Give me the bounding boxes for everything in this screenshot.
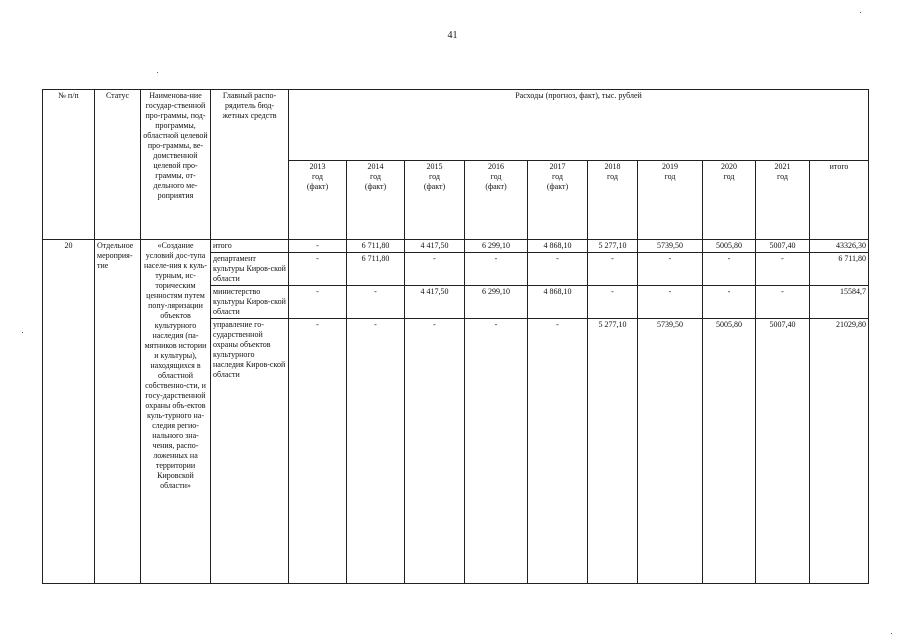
header-year: 2021 год bbox=[756, 161, 810, 240]
header-year: 2020 год bbox=[703, 161, 756, 240]
cell-value: - bbox=[465, 253, 528, 286]
cell-value: - bbox=[289, 319, 347, 584]
cell-value: 4 868,10 bbox=[528, 286, 588, 319]
cell-total: 43326,30 bbox=[810, 240, 869, 253]
row-manager: министерство культуры Киров-ской области bbox=[211, 286, 289, 319]
header-year: 2017 год (факт) bbox=[528, 161, 588, 240]
cell-value: 5739,50 bbox=[638, 240, 703, 253]
cell-value: 4 868,10 bbox=[528, 240, 588, 253]
cell-value: - bbox=[638, 253, 703, 286]
cell-value: - bbox=[588, 253, 638, 286]
cell-value: - bbox=[405, 319, 465, 584]
cell-value: - bbox=[289, 253, 347, 286]
cell-value: 4 417,50 bbox=[405, 240, 465, 253]
header-manager: Главный распо-рядитель бюд-жетных средств bbox=[211, 90, 289, 240]
header-year: 2013 год (факт) bbox=[289, 161, 347, 240]
cell-value: - bbox=[347, 286, 405, 319]
row-manager: итого bbox=[211, 240, 289, 253]
header-name: Наименова-ние государ-ственной про-граммы, под-программы, областной целевой про-граммы, ве-домственной целевой про-граммы, от-дельного ме-роприятия bbox=[141, 90, 211, 240]
cell-value: 6 299,10 bbox=[465, 240, 528, 253]
header-total: итого bbox=[810, 161, 869, 240]
cell-value: 6 711,80 bbox=[347, 240, 405, 253]
record-name: «Создание условий дос-тупа населе-ния к куль-турным, ис-торическим ценностям путем попу-ляризации объектов культурного наследия (па-мятников истории и культуры), находящихся в областной собственно-сти, и госу-дарственной охраны объ-ектов куль-турного на-следия регио-нального зна-чения, распо-ложенных на территории Кировской области» bbox=[141, 240, 211, 584]
cell-value: - bbox=[465, 319, 528, 584]
cell-value: 5 277,10 bbox=[588, 240, 638, 253]
cell-value: 5005,80 bbox=[703, 319, 756, 584]
cell-value: 6 299,10 bbox=[465, 286, 528, 319]
header-year: 2019 год bbox=[638, 161, 703, 240]
cell-value: - bbox=[405, 253, 465, 286]
cell-value: - bbox=[528, 253, 588, 286]
cell-value: - bbox=[638, 286, 703, 319]
cell-value: - bbox=[703, 253, 756, 286]
header-year: 2016 год (факт) bbox=[465, 161, 528, 240]
cell-value: 4 417,50 bbox=[405, 286, 465, 319]
cell-value: - bbox=[289, 286, 347, 319]
cell-total: 6 711,80 bbox=[810, 253, 869, 286]
cell-value: - bbox=[756, 253, 810, 286]
cell-value: 5739,50 bbox=[638, 319, 703, 584]
scan-speck bbox=[157, 72, 158, 73]
cell-value: - bbox=[528, 319, 588, 584]
cell-total: 15584,7 bbox=[810, 286, 869, 319]
header-status: Статус bbox=[95, 90, 141, 240]
header-row-top bbox=[43, 90, 869, 161]
cell-value: - bbox=[756, 286, 810, 319]
header-year: 2014 год (факт) bbox=[347, 161, 405, 240]
record-status: Отдельное мероприя-тие bbox=[95, 240, 141, 584]
table-row bbox=[43, 240, 869, 253]
budget-table bbox=[42, 89, 869, 584]
row-manager: департамент культуры Киров-ской области bbox=[211, 253, 289, 286]
header-year: 2015 год (факт) bbox=[405, 161, 465, 240]
cell-value: 5 277,10 bbox=[588, 319, 638, 584]
cell-value: 6 711,80 bbox=[347, 253, 405, 286]
header-num: № п/п bbox=[43, 90, 95, 240]
empty-cell bbox=[211, 381, 289, 583]
scan-speck bbox=[22, 332, 23, 333]
record-num: 20 bbox=[43, 240, 95, 584]
cell-value: - bbox=[289, 240, 347, 253]
cell-value: - bbox=[588, 286, 638, 319]
header-year: 2018 год bbox=[588, 161, 638, 240]
cell-value: 5005,80 bbox=[703, 240, 756, 253]
row-manager: управление го-сударственной охраны объектов культурного наследия Киров-ской области bbox=[211, 319, 289, 382]
scan-speck bbox=[860, 12, 861, 13]
cell-value: 5007,40 bbox=[756, 240, 810, 253]
cell-value: 5007,40 bbox=[756, 319, 810, 584]
cell-value: - bbox=[703, 286, 756, 319]
page-number: 41 bbox=[447, 30, 458, 41]
cell-total: 21029,80 bbox=[810, 319, 869, 584]
header-expenses: Расходы (прогноз, факт), тыс. рублей bbox=[289, 90, 869, 161]
cell-value: - bbox=[347, 319, 405, 584]
scan-speck bbox=[891, 633, 892, 634]
